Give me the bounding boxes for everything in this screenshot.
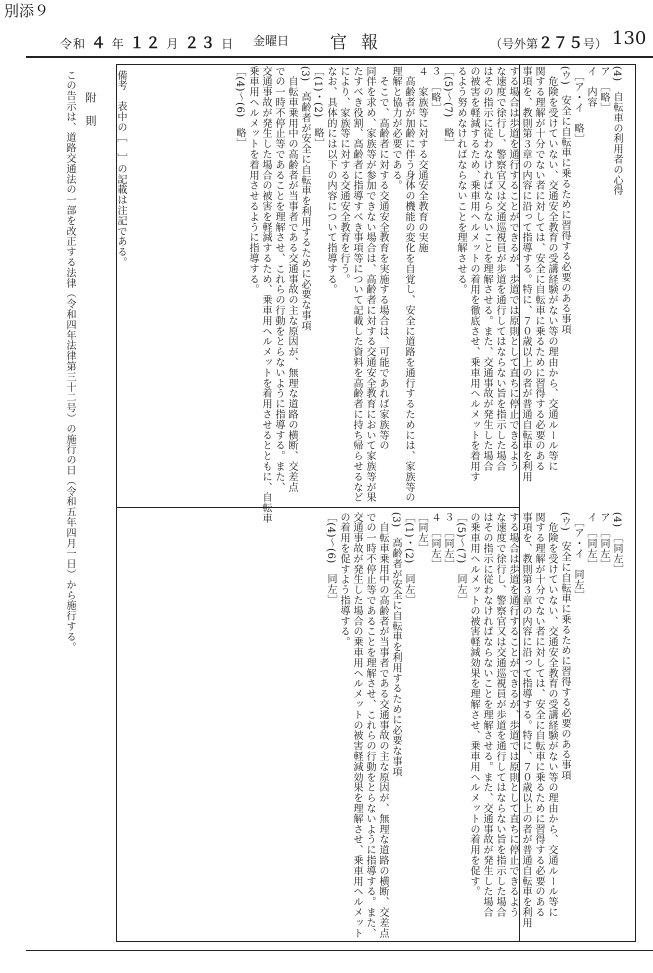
text-line: ［(1)・(2) 略］ [312, 66, 323, 149]
text-line: する場合は歩道を通行することができるが、歩道では原則として直ちに停止できるよう [507, 66, 518, 472]
text-line: 理解と協力が必要である。 [390, 66, 401, 191]
text-line: (4) ［同左］ [611, 512, 622, 575]
gazette-header [38, 22, 652, 56]
text-line: 事項を、教則第３章の内容に沿って指導する。特に、７０歳以上の者が普通自転車を利用 [520, 66, 531, 482]
supplementary-text: この告示は、道路交通法の一部を改正する法律（令和四年法律第三十二号）の施行の日（令和五年四月一日）から施行する。 [64, 70, 75, 653]
text-line: の着用を促すよう指導する。 [338, 512, 349, 648]
text-line: での一時不停止等であることを理解させ、これらの行動をとらないように指導する。また、 [364, 512, 375, 939]
note-text: 備考 表中の［ ］の記載は注記である。 [115, 70, 126, 268]
day-unit: 日 [221, 37, 235, 51]
text-line: ア ［同左］ [598, 512, 609, 570]
text-line: 危険を受けていない、交通安全教育の受講経験がない等の理由から、交通ルール等に [546, 66, 557, 472]
text-line: 同伴を求め、家族等が参加できない場合は、高齢者に対する交通安全教育において家族等が果 [364, 66, 375, 503]
text-line: そこで、高齢者に対する交通安全教育を実施する場合は、可能であれば家族等の [377, 66, 388, 451]
text-line: はその指示に従わなければならないことを理解させる。また、交通事故が発生した場合 [481, 66, 492, 472]
text-line: ３ ［略］ [429, 66, 440, 113]
footer-rule [26, 950, 653, 951]
text-line: (4) 自転車の利用者の心得 [611, 66, 622, 196]
year: ４ [90, 34, 107, 52]
text-line: 事項を、教則第３章の内容に沿って指導する。特に、７０歳以上の者が普通自転車を利用 [520, 512, 531, 928]
text-line: ４ ［同左］ [429, 512, 440, 570]
attachment-label: 別添９ [4, 2, 50, 20]
month: １２ [129, 34, 162, 52]
text-line: での一時不停止等であることを理解させ、これらの行動をとらないように指導する。また、 [273, 66, 284, 493]
weekday: 金曜日 [253, 34, 290, 48]
header-rule [26, 56, 653, 58]
supplementary-heading-block [84, 92, 97, 512]
year-unit: 年 [111, 37, 125, 51]
text-line: 自転車乗用中の高齢者が当事者である交通事故の主な原因が、無理な道路の横断、交差点 [377, 512, 388, 939]
text-line: により、家族等に対する交通安全教育を行う。 [338, 66, 349, 285]
text-line: 交通事故が発生した場合の被害を軽減するため、乗車用ヘルメットを着用させるとともに、自転車 [260, 66, 271, 524]
text-line: (3) 高齢者が安全に自転車を利用するために必要な事項 [299, 66, 310, 331]
issue-date [60, 32, 234, 53]
day: ２３ [184, 34, 217, 52]
current-text-column [325, 512, 623, 939]
text-line: の被害を軽減するため、乗車用ヘルメットの着用を徹底させ、乗車用ヘルメットを着用す [468, 66, 479, 482]
text-line: する場合は歩道を通行することができるが、歩道では原則として直ちに停止できるよう [507, 512, 518, 918]
text-line: 交通事故が発生した場合の乗車用ヘルメットの被害軽減効果を理解させ、乗車用ヘルメット [351, 512, 362, 939]
page-number: 130 [612, 28, 647, 49]
text-line: ア ［略］ [598, 66, 609, 113]
text-line: ３ ［同左］ [442, 512, 453, 570]
text-line: 自転車乗用中の高齢者が当事者である交通事故の主な原因が、無理な道路の横断、交差点 [286, 66, 297, 493]
supplementary-heading: 附 則 [84, 92, 97, 127]
text-line: 乗車用ヘルメットを着用させるように指導する。 [247, 66, 258, 295]
text-line: ［ア・イ 同左］ [572, 512, 583, 601]
table-note [114, 70, 127, 500]
text-line: たすべき役割、高齢者に指導すべき事項等について記載した資料を高齢者に持ち帰らせるなど [351, 66, 362, 503]
issue-suffix: 号） [583, 37, 608, 51]
text-line: ［(5)～(7) 同左］ [455, 512, 466, 606]
text-line: はその指示に従わなければならないことを理解させる。また、交通事故が発生した場合 [481, 512, 492, 918]
table-row-divider [117, 507, 519, 508]
issue-prefix: （号外第 [490, 37, 539, 51]
era: 令和 [60, 37, 87, 51]
supplementary-text-block [62, 70, 76, 950]
text-line: (ウ) 安全に自転車に乗るために習得する必要のある事項 [559, 512, 570, 781]
text-line: ［(1)・(2) 同左］ [403, 512, 414, 606]
text-line: ［(4)～(6) 同左］ [325, 512, 336, 606]
text-line: なお、具体的には以下の内容について指導する。 [325, 66, 336, 295]
issue-number [490, 32, 607, 53]
text-line: ［ア・イ 略］ [572, 66, 583, 145]
text-line: ［(4)～(6) 略］ [234, 66, 245, 149]
text-line: ４ 家族等に対する交通安全教育の実施 [416, 66, 427, 254]
text-line: (ウ) 安全に自転車に乗るために習得する必要のある事項 [559, 66, 570, 335]
text-line: の乗車用ヘルメットの被害軽減効果を理解させ、乗車用ヘルメットの着用を促す。 [468, 512, 479, 897]
issue-num: ２７５ [538, 34, 584, 52]
month-unit: 月 [166, 37, 180, 51]
text-line: な速度で徐行し、警察官又は交通巡視員が歩道を通行してはならない旨を指示した場合 [494, 512, 505, 918]
text-line: 関する理解が十分でない者に対しては、安全に自転車に乗るために習得する必要のある [533, 66, 544, 472]
text-line: (3) 高齢者が安全に自転車を利用するために必要な事項 [390, 512, 401, 777]
text-line: 危険を受けていない、交通安全教育の受講経験がない等の理由から、交通ルール等に [546, 512, 557, 918]
text-line: ［(5)～(7) 略］ [442, 66, 453, 149]
text-line: 関する理解が十分でない者に対しては、安全に自転車に乗るために習得する必要のある [533, 512, 544, 918]
text-line: 高齢者が加齢に伴う身体の機能の変化を自覚し、安全に道路を通行するためには、家族等の [403, 66, 414, 503]
text-line: な速度で徐行し、警察官又は交通巡視員が歩道を通行してはならない旨を指示した場合 [494, 66, 505, 472]
text-line: イ ［同左］ [585, 512, 596, 570]
paper-name: 官報 [330, 33, 392, 53]
amended-text-column [234, 66, 623, 524]
text-line: ［同左］ [416, 512, 427, 554]
text-line: イ 内容 [585, 66, 596, 108]
text-line: るよう努めなければならないことを理解させる。 [455, 66, 466, 295]
